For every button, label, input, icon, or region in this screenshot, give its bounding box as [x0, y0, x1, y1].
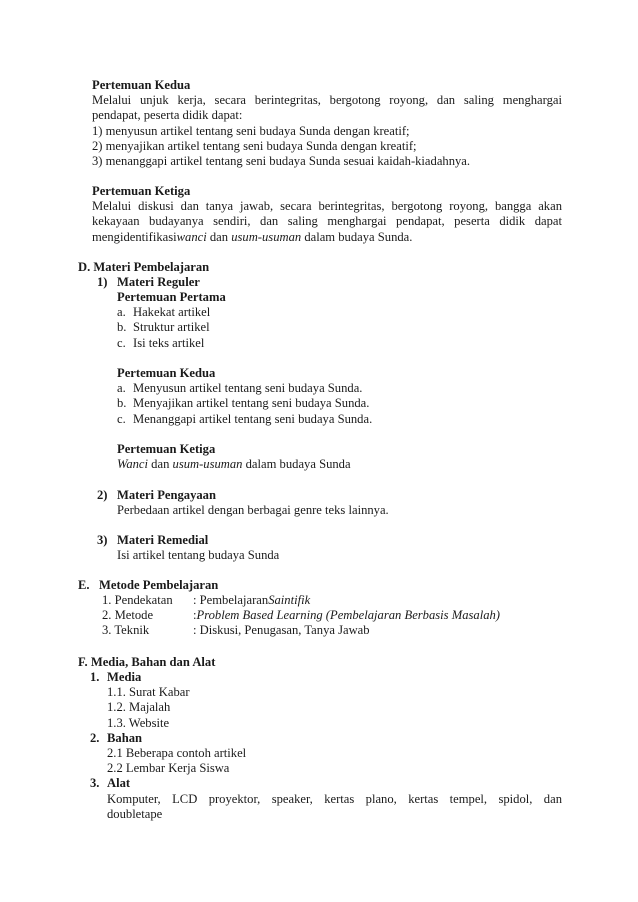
- materi-pertemuan-pertama: [117, 290, 226, 351]
- materi-reguler-heading: 1) Materi Reguler: [97, 275, 200, 289]
- table-row: 2. Metode : Problem Based Learning (Pembelajaran Berbasis Masalah): [102, 608, 500, 623]
- table-row: 1. Pendekatan : Pembelajaran Saintifik: [102, 593, 311, 607]
- subsection-heading: 1. Media: [90, 670, 142, 684]
- paragraph: Wanci dan usum-usuman dalam budaya Sunda: [117, 457, 351, 472]
- table-row: 3. Teknik : Diskusi, Penugasan, Tanya Jawab: [102, 623, 370, 638]
- paragraph: Melalui diskusi dan tanya jawab, secara berintegritas, bergotong royong, bangga akan kekayaan budayanya sendiri, dan saling menghargai pendapat, peserta didik dapat mengidentifikasiwanci dan usum-usuman dalam budaya Sunda.: [92, 199, 562, 244]
- paragraph: Melalui unjuk kerja, secara berintegritas, bergotong royong, dan saling menghargai pendapat, peserta didik dapat:: [92, 93, 562, 123]
- tujuan-pertemuan-ketiga: [92, 184, 562, 245]
- section-d-heading: D. Materi Pembelajaran: [78, 260, 210, 274]
- subsection-heading: 3. Alat: [90, 776, 131, 791]
- section-e-heading: E. Metode Pembelajaran: [78, 578, 219, 592]
- list-item: 3) menanggapi artikel tentang seni budaya Sunda sesuai kaidah-kiadahnya.: [92, 154, 471, 169]
- list-item: b. Menyajikan artikel tentang seni budaya Sunda.: [117, 396, 370, 411]
- paragraph: Komputer, LCD proyektor, speaker, kertas plano, kertas tempel, spidol, dan doubletape: [107, 791, 562, 821]
- list-item: c. Menanggapi artikel tentang seni budaya Sunda.: [117, 411, 373, 426]
- list-item: 1.2. Majalah: [107, 700, 171, 715]
- materi-pertemuan-kedua: [117, 366, 372, 427]
- subsection-heading: Pertemuan Ketiga: [117, 442, 216, 456]
- metode-table: [102, 593, 500, 639]
- list-item: b. Struktur artikel: [117, 320, 210, 335]
- subsection-heading: 3) Materi Remedial: [97, 533, 209, 547]
- list-item: 1) menyusun artikel tentang seni budaya Sunda dengan kreatif;: [92, 123, 410, 138]
- list-item: a. Menyusun artikel tentang seni budaya Sunda.: [117, 381, 363, 396]
- list-item: 2.1 Beberapa contoh artikel: [107, 746, 247, 761]
- section-heading: Pertemuan Ketiga: [92, 184, 191, 198]
- section-heading: Pertemuan Kedua: [92, 78, 191, 92]
- paragraph: Isi artikel tentang budaya Sunda: [117, 548, 280, 563]
- subsection-heading: Pertemuan Kedua: [117, 366, 216, 380]
- list-item: c. Isi teks artikel: [117, 335, 205, 350]
- materi-pengayaan: [97, 488, 389, 518]
- list-item: 1.3. Website: [107, 715, 170, 730]
- list-item: a. Hakekat artikel: [117, 305, 211, 320]
- subsection-heading: Pertemuan Pertama: [117, 290, 226, 304]
- media-list: [90, 670, 562, 822]
- subsection-heading: 2) Materi Pengayaan: [97, 488, 216, 502]
- list-item: 2) menyajikan artikel tentang seni budaya Sunda dengan kreatif;: [92, 138, 417, 153]
- list-item: 2.2 Lembar Kerja Siswa: [107, 761, 230, 776]
- tujuan-pertemuan-kedua: [92, 78, 562, 169]
- materi-remedial: [97, 533, 279, 563]
- subsection-heading: 2. Bahan: [90, 730, 143, 745]
- paragraph: Perbedaan artikel dengan berbagai genre teks lainnya.: [117, 503, 389, 518]
- section-f-heading: F. Media, Bahan dan Alat: [78, 655, 216, 669]
- materi-pertemuan-ketiga: [117, 442, 351, 472]
- list-item: 1.1. Surat Kabar: [107, 685, 190, 700]
